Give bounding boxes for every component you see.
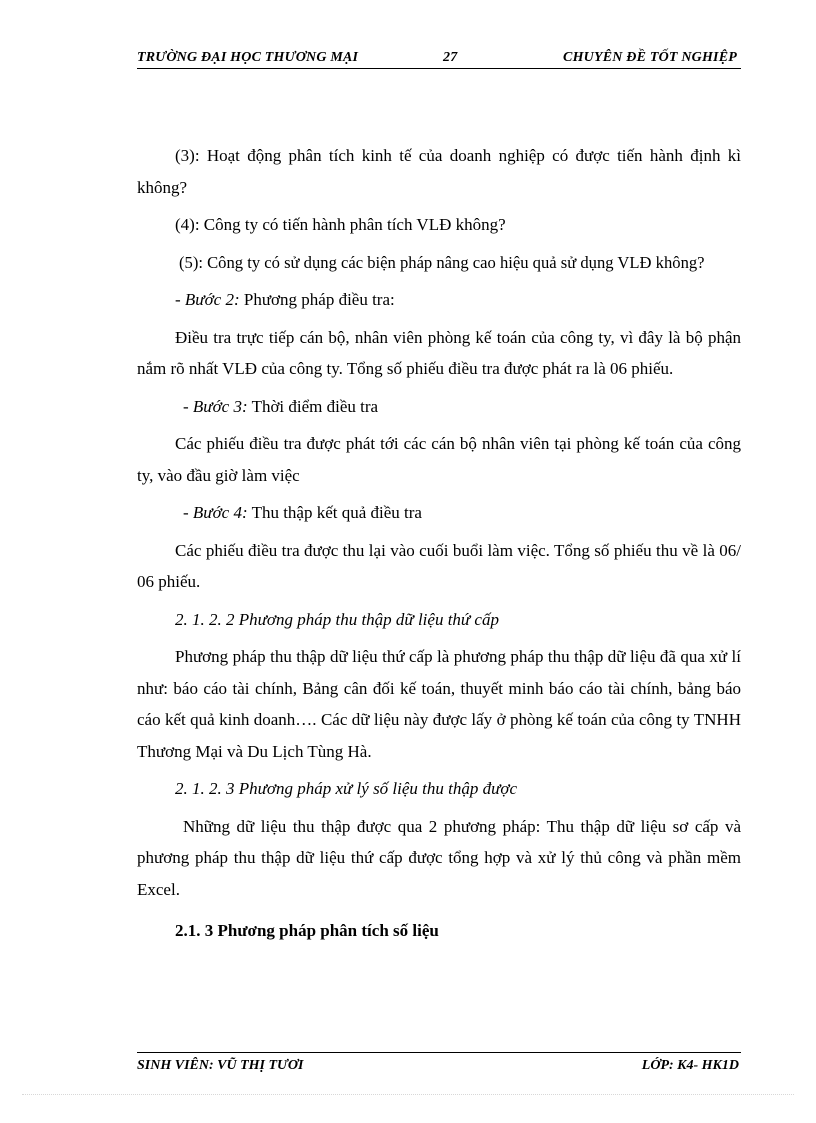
header-doc-type: CHUYÊN ĐỀ TỐT NGHIỆP — [563, 50, 737, 65]
header-school: TRƯỜNG ĐẠI HỌC THƯƠNG MẠI — [137, 50, 359, 65]
document-body — [137, 140, 741, 947]
heading-2123: 2. 1. 2. 3 Phương pháp xử lý số liệu thu thập được — [175, 779, 518, 798]
step-4-description: Các phiếu điều tra được thu lại vào cuối buổi làm việc. Tổng số phiếu thu về là 06/ 06 phiếu. — [137, 540, 741, 591]
step-3-text: Thời điểm điều tra — [251, 396, 379, 416]
step-2-label: Bước 2: — [184, 290, 240, 309]
header-page-number: 27 — [443, 50, 458, 65]
step-3-line: - Bước 3: Thời điểm điều tra — [183, 396, 379, 416]
paragraph-2123: Những dữ liệu thu thập được qua 2 phương pháp: Thu thập dữ liệu sơ cấp và phương pháp thu thập dữ liệu thứ cấp được tổng hợp và xử lý thủ công và phần mềm Excel. — [137, 816, 741, 899]
step-4-label: Bước 4: — [192, 503, 248, 522]
step-4-text: Thu thập kết quả điều tra — [251, 503, 422, 522]
page-footer — [137, 1052, 741, 1073]
step-2-description: Điều tra trực tiếp cán bộ, nhân viên phòng kế toán của công ty, vì đây là bộ phận nắm rõ nhất VLĐ của công ty. Tổng số phiếu điều tra được phát ra là 06 phiếu. — [137, 327, 741, 378]
question-5: (5): Công ty có sử dụng các biện pháp nâng cao hiệu quả sử dụng VLĐ không? — [179, 252, 705, 272]
step-2-text: Phương pháp điều tra: — [243, 290, 395, 309]
heading-213: 2.1. 3 Phương pháp phân tích số liệu — [175, 921, 439, 940]
heading-2122: 2. 1. 2. 2 Phương pháp thu thập dữ liệu thứ cấp — [175, 609, 499, 629]
step-2-line: - Bước 2: Phương pháp điều tra: — [175, 290, 395, 309]
page-header — [137, 48, 741, 69]
footer-class: LỚP: K4- HK1D — [641, 1058, 739, 1073]
paragraph-2122: Phương pháp thu thập dữ liệu thứ cấp là phương pháp thu thập dữ liệu đã qua xử lí như: báo cáo tài chính, Bảng cân đối kế toán, thuyết minh báo cáo tài chính, bảng báo cáo kết quả kinh doanh…. Các dữ liệu này được lấy ở phòng kế toán của công ty TNHH Thương Mại và Du Lịch Tùng Hà. — [137, 647, 741, 761]
question-4: (4): Công ty có tiến hành phân tích VLĐ không? — [175, 215, 506, 234]
step-3-label: Bước 3: — [192, 396, 248, 416]
step-4-line: - Bước 4: Thu thập kết quả điều tra — [183, 503, 422, 522]
page-edge-divider — [22, 1094, 794, 1095]
question-3: (3): Hoạt động phân tích kinh tế của doanh nghiệp có được tiến hành định kì không? — [137, 146, 741, 197]
step-3-description: Các phiếu điều tra được phát tới các cán bộ nhân viên tại phòng kế toán của công ty, vào đầu giờ làm việc — [137, 434, 741, 485]
footer-student: SINH VIÊN: VŨ THỊ TƯƠI — [137, 1058, 304, 1073]
